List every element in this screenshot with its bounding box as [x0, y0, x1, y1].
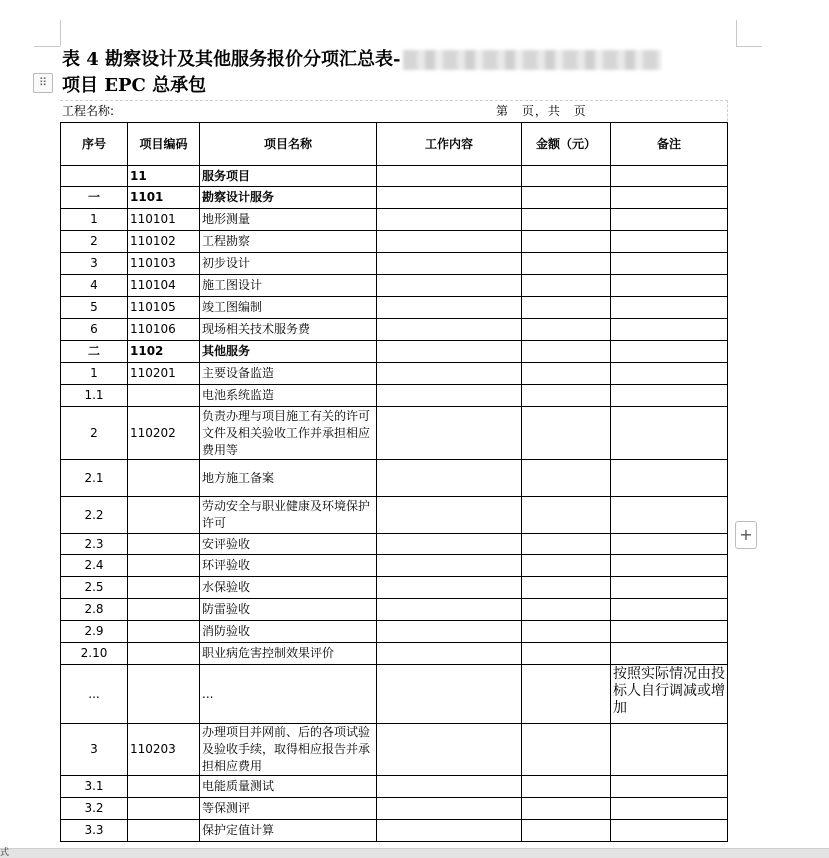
table-row — [61, 599, 728, 621]
cell-amount[interactable] — [522, 341, 611, 363]
table-row — [61, 407, 728, 460]
cell-code[interactable] — [128, 798, 200, 820]
cell-note[interactable] — [611, 231, 728, 253]
cell-note[interactable] — [611, 534, 728, 555]
cell-work[interactable] — [377, 253, 522, 275]
table-row — [61, 209, 728, 231]
cell-work[interactable] — [377, 776, 522, 798]
cell-amount[interactable] — [522, 275, 611, 297]
table-row — [61, 460, 728, 497]
table-body — [61, 166, 728, 842]
cell-seq[interactable]: 2.8 — [61, 599, 128, 621]
cell-name[interactable]: 等保测评 — [200, 798, 377, 820]
cell-name[interactable]: 防雷验收 — [200, 599, 377, 621]
cell-code[interactable] — [128, 460, 200, 497]
cell-code[interactable]: 1102 — [128, 341, 200, 363]
cell-seq[interactable]: 2.2 — [61, 497, 128, 534]
header-row — [61, 123, 728, 166]
cell-work[interactable] — [377, 534, 522, 555]
cell-amount[interactable] — [522, 231, 611, 253]
cell-amount[interactable] — [522, 407, 611, 460]
cell-code[interactable]: 110104 — [128, 275, 200, 297]
cell-seq[interactable]: 3.3 — [61, 820, 128, 842]
cell-work[interactable] — [377, 665, 522, 724]
cell-work[interactable] — [377, 319, 522, 341]
cell-seq[interactable]: ... — [61, 665, 128, 724]
cell-seq[interactable]: 3.1 — [61, 776, 128, 798]
corner-mark — [736, 20, 737, 46]
project-name-label: 工程名称: — [62, 104, 115, 118]
cell-code[interactable] — [128, 643, 200, 665]
cell-code[interactable]: 11 — [128, 166, 200, 187]
cell-note[interactable] — [611, 599, 728, 621]
plus-icon[interactable]: + — [735, 521, 757, 549]
column-header: 金额（元） — [522, 123, 611, 166]
title-line-1: 表 4 勘察设计及其他服务报价分项汇总表- — [62, 49, 401, 70]
cell-name[interactable]: 劳动安全与职业健康及环境保护许可 — [200, 497, 377, 534]
cell-note[interactable] — [611, 297, 728, 319]
cell-seq[interactable]: 2.10 — [61, 643, 128, 665]
cell-seq[interactable]: 3 — [61, 724, 128, 776]
cell-code[interactable] — [128, 621, 200, 643]
cell-work[interactable] — [377, 187, 522, 209]
cell-code[interactable]: 110202 — [128, 407, 200, 460]
cell-amount[interactable] — [522, 166, 611, 187]
cell-seq[interactable]: 2 — [61, 407, 128, 460]
cell-seq[interactable]: 2.3 — [61, 534, 128, 555]
cell-work[interactable] — [377, 275, 522, 297]
cell-work[interactable] — [377, 297, 522, 319]
cell-note[interactable] — [611, 341, 728, 363]
page-label: 第 页，共 页 — [496, 104, 587, 118]
cell-seq[interactable]: 5 — [61, 297, 128, 319]
cell-amount[interactable] — [522, 497, 611, 534]
cell-seq[interactable]: 3.2 — [61, 798, 128, 820]
cell-code[interactable] — [128, 497, 200, 534]
column-header: 备注 — [611, 123, 728, 166]
cell-work[interactable] — [377, 577, 522, 599]
cell-code[interactable] — [128, 665, 200, 724]
cell-code[interactable] — [128, 555, 200, 577]
cell-name[interactable]: 主要设备监造 — [200, 363, 377, 385]
move-handle-icon[interactable]: ⠿ — [33, 73, 53, 93]
cell-amount[interactable] — [522, 460, 611, 497]
cell-name[interactable]: 工程勘察 — [200, 231, 377, 253]
cell-work[interactable] — [377, 497, 522, 534]
cell-seq[interactable]: 一 — [61, 187, 128, 209]
table-row — [61, 820, 728, 842]
cell-work[interactable] — [377, 460, 522, 497]
cell-name[interactable]: 职业病危害控制效果评价 — [200, 643, 377, 665]
cell-seq[interactable]: 4 — [61, 275, 128, 297]
cell-seq[interactable]: 1 — [61, 363, 128, 385]
cell-seq[interactable]: 6 — [61, 319, 128, 341]
cell-name[interactable]: 负责办理与项目施工有关的许可文件及相关验收工作并承担相应费用等 — [200, 407, 377, 460]
cell-seq[interactable]: 2.4 — [61, 555, 128, 577]
table-row — [61, 385, 728, 407]
cell-amount[interactable] — [522, 643, 611, 665]
cell-code[interactable] — [128, 820, 200, 842]
cell-name[interactable]: 勘察设计服务 — [200, 187, 377, 209]
cell-seq[interactable]: 2.1 — [61, 460, 128, 497]
status-text: 式 — [0, 848, 10, 858]
redacted-text — [403, 50, 661, 70]
cell-amount[interactable] — [522, 621, 611, 643]
cell-seq[interactable] — [61, 166, 128, 187]
table-row — [61, 166, 728, 187]
cell-amount[interactable] — [522, 665, 611, 724]
cell-seq[interactable]: 二 — [61, 341, 128, 363]
cell-name[interactable]: 初步设计 — [200, 253, 377, 275]
cell-work[interactable] — [377, 621, 522, 643]
cell-work[interactable] — [377, 166, 522, 187]
cell-amount[interactable] — [522, 599, 611, 621]
cell-code[interactable]: 1101 — [128, 187, 200, 209]
cell-work[interactable] — [377, 599, 522, 621]
column-header: 序号 — [61, 123, 128, 166]
cell-name[interactable]: 现场相关技术服务费 — [200, 319, 377, 341]
table-row — [61, 776, 728, 798]
cell-name[interactable]: 保护定值计算 — [200, 820, 377, 842]
cell-note[interactable] — [611, 643, 728, 665]
cell-work[interactable] — [377, 209, 522, 231]
cell-name[interactable]: 竣工图编制 — [200, 297, 377, 319]
cell-work[interactable] — [377, 555, 522, 577]
table-row — [61, 643, 728, 665]
cell-name[interactable]: 电能质量测试 — [200, 776, 377, 798]
cell-amount[interactable] — [522, 776, 611, 798]
corner-mark — [34, 46, 60, 47]
cell-note[interactable] — [611, 724, 728, 776]
title-line-2: 项目 EPC 总承包 — [62, 75, 207, 96]
cell-work[interactable] — [377, 643, 522, 665]
cell-amount[interactable] — [522, 363, 611, 385]
cell-amount[interactable] — [522, 577, 611, 599]
cell-amount[interactable] — [522, 724, 611, 776]
quote-table — [60, 122, 728, 842]
cell-name[interactable]: ... — [200, 665, 377, 724]
cell-code[interactable] — [128, 599, 200, 621]
cell-code[interactable]: 110106 — [128, 319, 200, 341]
cell-note[interactable] — [611, 798, 728, 820]
table-row — [61, 534, 728, 555]
page-title — [62, 47, 742, 99]
table-row — [61, 798, 728, 820]
cell-note[interactable] — [611, 621, 728, 643]
table-meta — [60, 100, 728, 121]
cell-amount[interactable] — [522, 319, 611, 341]
cell-seq[interactable]: 1 — [61, 209, 128, 231]
cell-name[interactable]: 消防验收 — [200, 621, 377, 643]
cell-amount[interactable] — [522, 820, 611, 842]
table-row — [61, 253, 728, 275]
cell-note[interactable] — [611, 497, 728, 534]
cell-amount[interactable] — [522, 534, 611, 555]
cell-work[interactable] — [377, 341, 522, 363]
cell-code[interactable] — [128, 534, 200, 555]
cell-note[interactable] — [611, 209, 728, 231]
cell-note[interactable] — [611, 407, 728, 460]
cell-work[interactable] — [377, 231, 522, 253]
cell-name[interactable]: 施工图设计 — [200, 275, 377, 297]
cell-code[interactable]: 110102 — [128, 231, 200, 253]
cell-code[interactable]: 110101 — [128, 209, 200, 231]
cell-code[interactable] — [128, 776, 200, 798]
cell-name[interactable]: 地形测量 — [200, 209, 377, 231]
cell-seq[interactable]: 1.1 — [61, 385, 128, 407]
cell-seq[interactable]: 2.5 — [61, 577, 128, 599]
cell-seq[interactable]: 2.9 — [61, 621, 128, 643]
cell-amount[interactable] — [522, 209, 611, 231]
table-row — [61, 341, 728, 363]
cell-amount[interactable] — [522, 187, 611, 209]
cell-note[interactable] — [611, 820, 728, 842]
cell-note[interactable] — [611, 363, 728, 385]
cell-amount[interactable] — [522, 253, 611, 275]
cell-note[interactable] — [611, 555, 728, 577]
cell-note[interactable] — [611, 319, 728, 341]
cell-work[interactable] — [377, 820, 522, 842]
cell-name[interactable]: 电池系统监造 — [200, 385, 377, 407]
table-row — [61, 319, 728, 341]
cell-name[interactable]: 水保验收 — [200, 577, 377, 599]
cell-seq[interactable]: 3 — [61, 253, 128, 275]
cell-name[interactable]: 地方施工备案 — [200, 460, 377, 497]
cell-code[interactable]: 110105 — [128, 297, 200, 319]
cell-code[interactable]: 110203 — [128, 724, 200, 776]
cell-note[interactable] — [611, 776, 728, 798]
cell-work[interactable] — [377, 385, 522, 407]
cell-note[interactable] — [611, 385, 728, 407]
table-row — [61, 497, 728, 534]
cell-amount[interactable] — [522, 385, 611, 407]
cell-work[interactable] — [377, 724, 522, 776]
cell-note[interactable] — [611, 166, 728, 187]
table-row — [61, 363, 728, 385]
cell-name[interactable]: 环评验收 — [200, 555, 377, 577]
cell-seq[interactable]: 2 — [61, 231, 128, 253]
table-row — [61, 621, 728, 643]
column-header: 工作内容 — [377, 123, 522, 166]
cell-work[interactable] — [377, 798, 522, 820]
cell-amount[interactable] — [522, 555, 611, 577]
cell-name[interactable]: 服务项目 — [200, 166, 377, 187]
table-row — [61, 555, 728, 577]
cell-name[interactable]: 安评验收 — [200, 534, 377, 555]
table-row — [61, 187, 728, 209]
cell-note[interactable] — [611, 577, 728, 599]
table-row — [61, 231, 728, 253]
cell-code[interactable]: 110103 — [128, 253, 200, 275]
cell-code[interactable]: 110201 — [128, 363, 200, 385]
cell-work[interactable] — [377, 407, 522, 460]
table-row — [61, 665, 728, 724]
table-row — [61, 275, 728, 297]
corner-mark — [60, 20, 61, 46]
cell-name[interactable]: 办理项目并网前、后的各项试验及验收手续，取得相应报告并承担相应费用 — [200, 724, 377, 776]
cell-code[interactable] — [128, 385, 200, 407]
cell-work[interactable] — [377, 363, 522, 385]
column-header: 项目名称 — [200, 123, 377, 166]
cell-note[interactable] — [611, 460, 728, 497]
table-row — [61, 724, 728, 776]
cell-note[interactable] — [611, 253, 728, 275]
cell-name[interactable]: 其他服务 — [200, 341, 377, 363]
cell-note[interactable] — [611, 187, 728, 209]
table-row — [61, 577, 728, 599]
column-header: 项目编码 — [128, 123, 200, 166]
cell-note[interactable]: 按照实际情况由投标人自行调减或增加 — [611, 665, 728, 724]
cell-amount[interactable] — [522, 297, 611, 319]
cell-amount[interactable] — [522, 798, 611, 820]
table-row — [61, 297, 728, 319]
cell-note[interactable] — [611, 275, 728, 297]
cell-code[interactable] — [128, 577, 200, 599]
